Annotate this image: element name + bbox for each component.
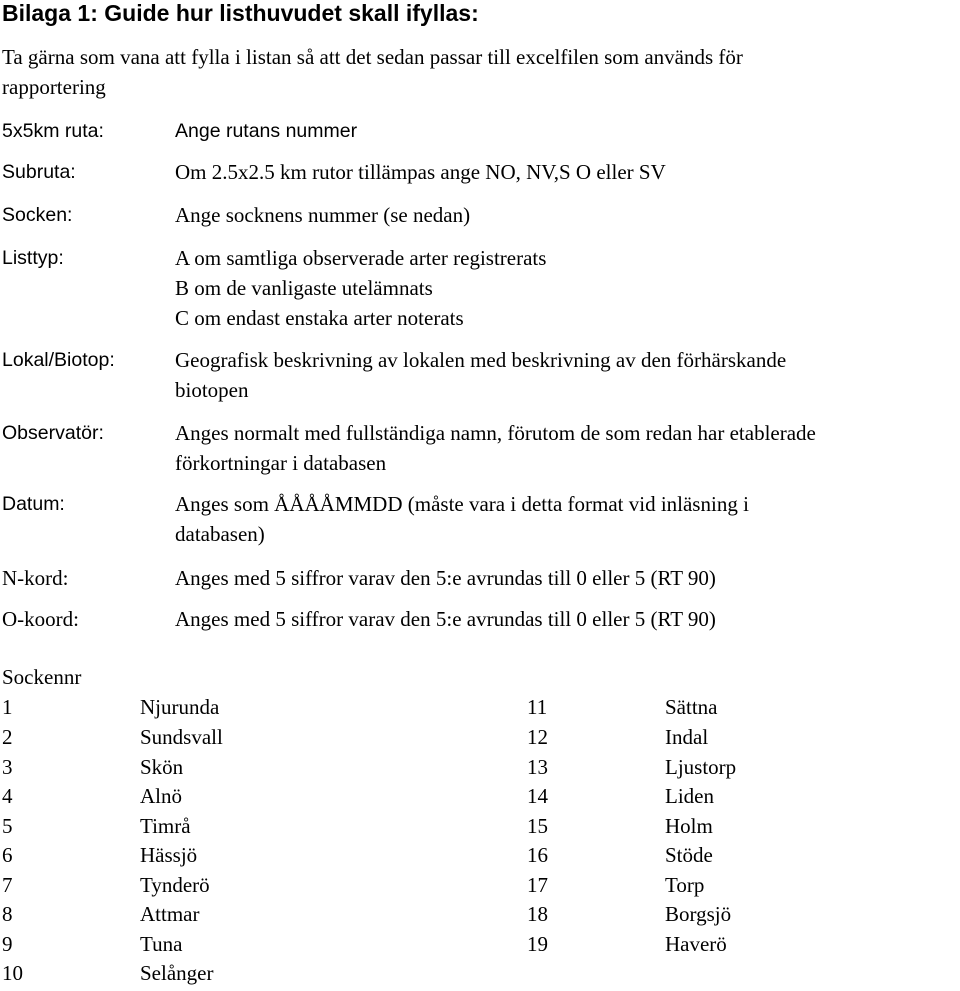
field-description-line: Anges med 5 siffror varav den 5:e avrundas till 0 eller 5 (RT 90) (175, 566, 716, 590)
field-label: Lokal/Biotop: (2, 349, 115, 371)
field-label: Datum: (2, 493, 65, 515)
field-description (175, 489, 960, 549)
field-description (175, 157, 960, 187)
field-description-line: A om samtliga observerade arter registrerats (175, 246, 547, 270)
socken-number: 5 (2, 814, 13, 838)
socken-number: 12 (527, 725, 548, 749)
intro-paragraph (2, 42, 952, 102)
socken-number: 9 (2, 932, 13, 956)
field-description-line: B om de vanligaste utelämnats (175, 276, 433, 300)
socken-name: Hässjö (140, 843, 198, 867)
socken-name: Sättna (665, 695, 718, 719)
socken-number: 15 (527, 814, 548, 838)
field-label: Observatör: (2, 422, 104, 444)
socken-name: Stöde (665, 843, 713, 867)
field-label: Socken: (2, 204, 73, 226)
socken-name: Alnö (140, 784, 182, 808)
socken-number: 19 (527, 932, 548, 956)
field-description-line: Om 2.5x2.5 km rutor tillämpas ange NO, NV,S O eller SV (175, 160, 666, 184)
field-description (175, 418, 960, 478)
field-description-line: Ange socknens nummer (se nedan) (175, 203, 471, 227)
field-description (175, 116, 960, 146)
socken-number: 17 (527, 873, 548, 897)
socken-number: 4 (2, 784, 13, 808)
field-description-line: Anges normalt med fullständiga namn, förutom de som redan har etablerade (175, 421, 816, 445)
field-description-line: databasen) (175, 522, 265, 546)
socken-name: Attmar (140, 902, 200, 926)
field-description-line: Ange rutans nummer (175, 120, 358, 142)
socken-number: 16 (527, 843, 548, 867)
socken-name: Skön (140, 755, 184, 779)
socken-name: Haverö (665, 932, 727, 956)
socken-name: Liden (665, 784, 714, 808)
socken-number: 10 (2, 961, 23, 985)
socken-number: 13 (527, 755, 548, 779)
page-title: Bilaga 1: Guide hur listhuvudet skall ifyllas: (2, 0, 479, 26)
field-description-line: förkortningar i databasen (175, 451, 387, 475)
socken-name: Sundsvall (140, 725, 223, 749)
socken-name: Njurunda (140, 695, 220, 719)
intro-line: rapportering (2, 75, 106, 99)
field-label: N-kord: (2, 566, 69, 590)
socken-number: 8 (2, 902, 13, 926)
field-description-line: biotopen (175, 378, 249, 402)
socken-number: 7 (2, 873, 13, 897)
field-label: Listtyp: (2, 247, 64, 269)
field-description-line: Anges som ÅÅÅÅMMDD (måste vara i detta format vid inläsning i (175, 492, 749, 516)
field-description (175, 345, 960, 405)
field-description (175, 200, 960, 230)
socken-name: Timrå (140, 814, 191, 838)
field-label: O-koord: (2, 607, 79, 631)
field-label: 5x5km ruta: (2, 120, 104, 142)
socken-name: Tynderö (140, 873, 210, 897)
socken-number: 3 (2, 755, 13, 779)
socken-name: Tuna (140, 932, 183, 956)
socken-name: Ljustorp (665, 755, 737, 779)
socken-number: 2 (2, 725, 13, 749)
field-label: Subruta: (2, 161, 76, 183)
intro-line: Ta gärna som vana att fylla i listan så att det sedan passar till excelfilen som används för (2, 45, 743, 69)
socken-number: 14 (527, 784, 548, 808)
socken-number: 18 (527, 902, 548, 926)
field-description (175, 563, 960, 593)
socken-name: Indal (665, 725, 709, 749)
field-description-line: Geografisk beskrivning av lokalen med beskrivning av den förhärskande (175, 348, 787, 372)
socken-name: Torp (665, 873, 705, 897)
field-description (175, 243, 960, 333)
field-description-line: Anges med 5 siffror varav den 5:e avrundas till 0 eller 5 (RT 90) (175, 607, 716, 631)
field-description-line: C om endast enstaka arter noterats (175, 306, 464, 330)
socken-heading: Sockennr (2, 665, 82, 689)
socken-name: Borgsjö (665, 902, 732, 926)
field-description (175, 604, 960, 634)
socken-number: 1 (2, 695, 13, 719)
socken-number: 6 (2, 843, 13, 867)
socken-name: Holm (665, 814, 713, 838)
socken-name: Selånger (140, 961, 214, 985)
socken-number: 11 (527, 695, 548, 719)
